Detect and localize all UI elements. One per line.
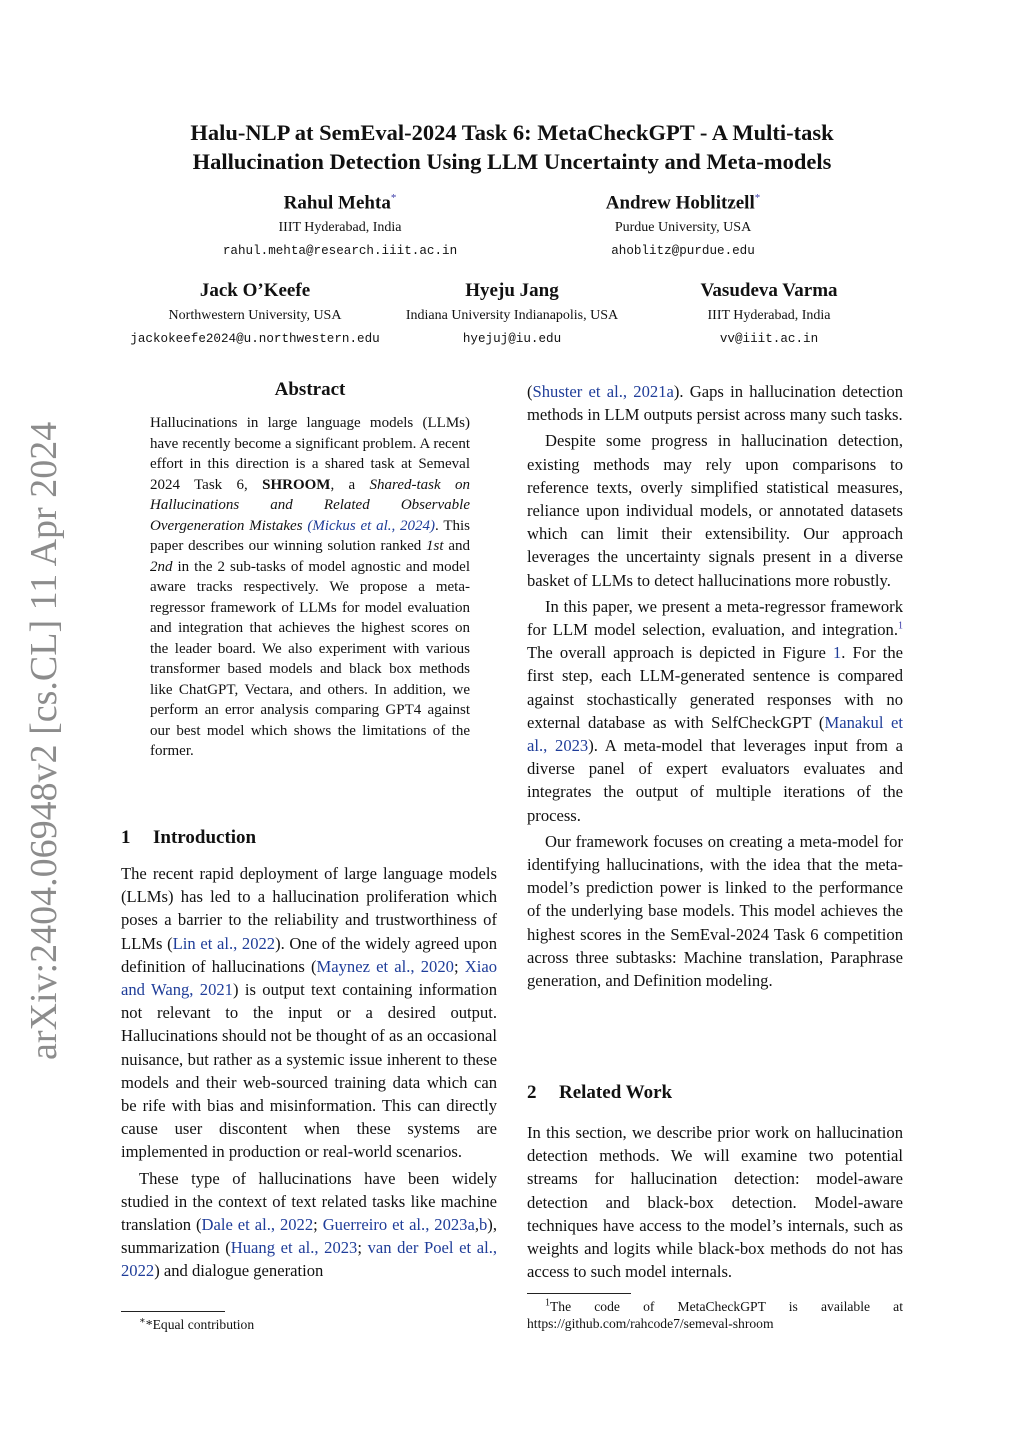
citation-link[interactable]: Xiao and Wang, 2021: [121, 956, 498, 1000]
author-block-1: [190, 186, 490, 260]
citation-link[interactable]: Shuster et al., 2021a: [532, 382, 674, 401]
footnote-code-availability: $^1$The code of MetaCheckGPT is available at https://github.com/rahcode7/semeval-shroom: [527, 1297, 903, 1331]
author-block-4: [362, 279, 662, 348]
author-name: Hyeju Jang: [465, 280, 559, 301]
citation-link[interactable]: van der Poel et al., 2022: [121, 1238, 497, 1281]
author-name: Rahul Mehta*: [283, 192, 397, 214]
author-email[interactable]: vv@iiit.ac.in: [719, 332, 819, 346]
figure-link[interactable]: 1: [832, 643, 842, 663]
abstract-body: Hallucinations in large language models (LLMs) have recently become a significant problem. A recent effort in this direction is a shared task at Semeval 2024 Task 6, SHROOM, a Shared-task on Hallucinations and Related Observable Overgeneration Mistakes (Mickus et al., 2024). This paper describes our winning solution ranked 1st and 2nd in the 2 sub-tasks of model agnostic and model aware tracks respectively. We propose a meta-regressor framework of LLMs for model evaluation and integration that achieves the highest scores on the leader board. We also experiment with various transformer based models and black box methods like ChatGPT, Vectara, and others. In addition, we perform an error analysis comparing GPT4 against our best model which shows the limitations of the former.: [150, 415, 470, 759]
author-block-3: [105, 279, 405, 348]
author-affiliation: Indiana University Indianapolis, USA: [405, 308, 619, 323]
author-name: Jack O’Keefe: [199, 280, 311, 301]
title-line-1: Halu-NLP at SemEval-2024 Task 6: MetaCheckGPT - A Multi-task: [190, 120, 834, 145]
author-email[interactable]: ahoblitz@purdue.edu: [611, 244, 755, 259]
paragraph: These type of hallucinations have been widely studied in the context of text related tasks like machine translation (Dale et al., 2022; Guerreiro et al., 2023a,b), summarization (Huang et al., 2023; van der Poel et al., 2022) and dialogue generation: [121, 1168, 497, 1281]
footnote-marker[interactable]: 1: [898, 620, 903, 632]
citation-link[interactable]: b: [479, 1215, 488, 1235]
author-name: Andrew Hoblitzell*: [605, 192, 761, 214]
footnote-rule: [121, 1311, 225, 1312]
paragraph: In this paper, we present a meta-regressor framework for LLM model selection, evaluation, and integration.$^1$ The overall approach is depicted in Figure 1. For the first step, each LLM-generated sentence is compared against stochastically generated responses with no external database as with SelfCheckGPT (Manakul et al., 2023). A meta-model that leverages input from a diverse panel of expert evaluators evaluates and integrates the output of multiple iterations of the process.: [527, 596, 903, 825]
citation-link[interactable]: Guerreiro et al., 2023a: [322, 1215, 475, 1235]
author-affiliation: Northwestern University, USA: [168, 308, 342, 323]
equal-contribution-mark: *: [390, 192, 397, 204]
author-email[interactable]: rahul.mehta@research.iiit.ac.in: [222, 244, 458, 259]
left-column-text: [121, 862, 497, 1286]
section-heading-related-work: 2 Related Work: [527, 1082, 673, 1103]
code-url[interactable]: https://github.com/rahcode7/semeval-shroom: [527, 1316, 774, 1331]
related-work-text: [527, 1121, 903, 1286]
right-column-text: [527, 380, 903, 995]
citation-link[interactable]: Huang et al., 2023: [230, 1238, 358, 1258]
title-line-2: Hallucination Detection Using LLM Uncertainty and Meta-models: [192, 149, 832, 174]
footnote-equal-contribution: ∗*Equal contribution: [139, 1315, 255, 1332]
citation-link[interactable]: (Mickus et al., 2024): [307, 517, 436, 534]
arxiv-identifier-stamp: arXiv:2404.06948v2 [cs.CL] 11 Apr 2024: [23, 421, 65, 1060]
paragraph: In this section, we describe prior work on hallucination detection methods. We will examine two potential streams for hallucination detection: model-aware detection and black-box detection. Model-aware techniques have access to the model’s internals, such as weights and logits while black-box methods do not has access to such model internals.: [527, 1123, 903, 1282]
shroom-acronym: SHROOM: [262, 476, 331, 493]
citation-link[interactable]: Lin et al., 2022: [172, 933, 276, 953]
author-affiliation: IIIT Hyderabad, India: [278, 220, 402, 236]
author-block-2: [533, 186, 833, 260]
author-email[interactable]: jackokeefe2024@u.northwestern.edu: [130, 332, 380, 346]
citation-link[interactable]: Manakul et al., 2023: [527, 712, 903, 756]
citation-link[interactable]: Maynez et al., 2020: [316, 956, 454, 976]
paragraph: The recent rapid deployment of large language models (LLMs) has led to a hallucination proliferation which poses a barrier to the reliability and trustworthiness of LLMs (Lin et al., 2022). One of the widely agreed upon definition of hallucinations (Maynez et al., 2020; Xiao and Wang, 2021) is output text containing information not relevant to the input or a desired output. Hallucinations should not be thought of as an occasional nuisance, but rather as a systemic issue inherent to these models and their web-sourced training data which can be rife with bias and misinformation. This can directly cause user discontent when these systems are implemented in production or real-world scenarios.: [121, 864, 498, 1162]
author-name: Vasudeva Varma: [700, 280, 838, 301]
citation-link[interactable]: Dale et al., 2022: [201, 1215, 314, 1235]
author-block-5: [619, 279, 919, 348]
section-heading-introduction: 1 Introduction: [121, 827, 257, 848]
paper-title: [100, 118, 924, 176]
abstract-heading: Abstract: [274, 379, 346, 400]
paragraph: Despite some progress in hallucination detection, existing methods may rely upon comparisons to reference texts, overly simplified statistical measures, reliance upon individual models, or annotated datasets which can limit their extensibility. Our approach leverages the uncertainty signals present in a diverse basket of LLMs to detect hallucinations more robustly.: [527, 431, 903, 590]
footnote-rule: [527, 1293, 631, 1294]
author-affiliation: Purdue University, USA: [614, 220, 752, 236]
paragraph: Our framework focuses on creating a meta-model for identifying hallucinations, with the idea that the meta-model’s prediction power is linked to the performance of the underlying base models. This model achieves the highest scores in the SemEval-2024 Task 6 competition across three subtasks: Machine translation, Paraphrase generation, and Definition modeling.: [527, 831, 903, 991]
author-email[interactable]: hyejuj@iu.edu: [462, 332, 562, 346]
equal-contribution-mark: *: [754, 192, 761, 204]
author-affiliation: IIIT Hyderabad, India: [707, 308, 831, 323]
paragraph: (Shuster et al., 2021a). Gaps in hallucination detection methods in LLM outputs persist across many such tasks.: [527, 382, 903, 425]
